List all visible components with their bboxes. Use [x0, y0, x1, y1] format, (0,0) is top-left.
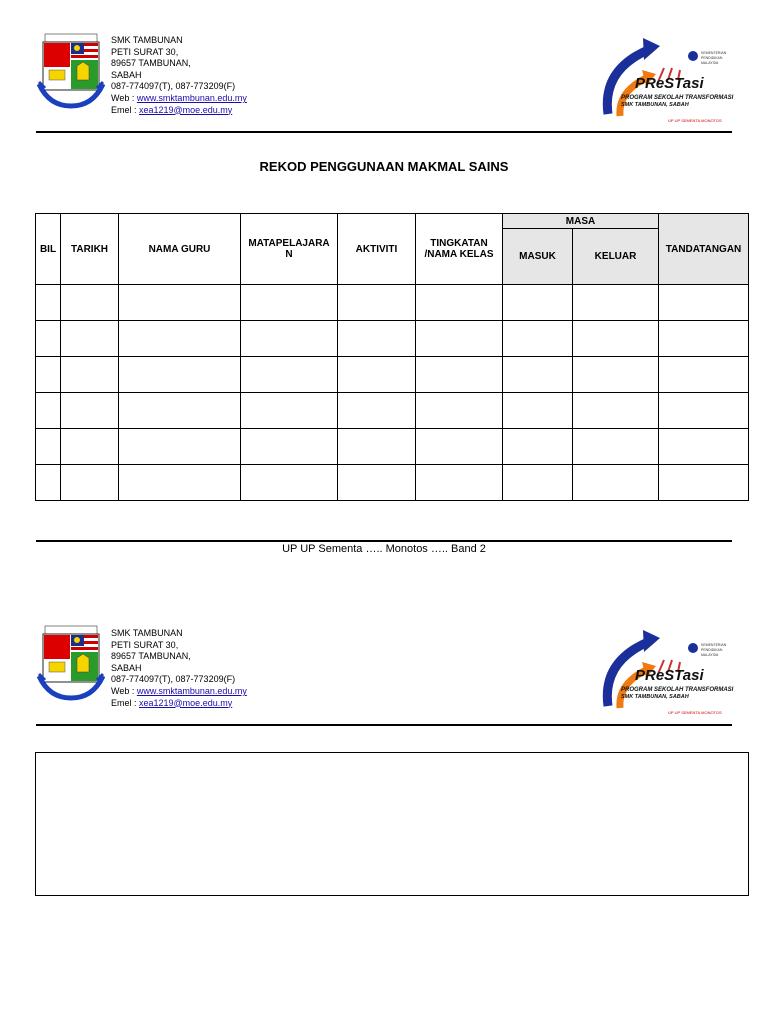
prestasi-logo-icon	[598, 30, 738, 130]
table-cell[interactable]	[573, 429, 659, 465]
table-cell[interactable]	[573, 321, 659, 357]
table-cell[interactable]	[416, 321, 503, 357]
table-cell[interactable]	[241, 321, 338, 357]
table-cell[interactable]	[503, 321, 573, 357]
table-cell[interactable]	[241, 393, 338, 429]
school-name: SMK TAMBUNAN	[111, 35, 183, 45]
school-name: SMK TAMBUNAN	[111, 628, 183, 638]
school-address-block	[111, 628, 331, 709]
table-row	[36, 393, 749, 429]
table-cell[interactable]	[36, 465, 61, 501]
email-label: Emel :	[111, 104, 140, 115]
table-cell[interactable]	[503, 429, 573, 465]
table-cell[interactable]	[338, 393, 416, 429]
table-cell[interactable]	[659, 285, 749, 321]
col-header-masuk: MASUK	[503, 229, 573, 285]
web-label: Web :	[111, 685, 137, 696]
web-link[interactable]: www.smktambunan.edu.my	[136, 92, 247, 103]
table-cell[interactable]	[416, 285, 503, 321]
table-cell[interactable]	[119, 429, 241, 465]
table-cell[interactable]	[61, 285, 119, 321]
school-crest-icon	[37, 32, 105, 110]
web-line	[111, 686, 331, 698]
address-line: PETI SURAT 30,	[111, 46, 179, 57]
table-row	[36, 465, 749, 501]
table-cell[interactable]	[61, 465, 119, 501]
web-label: Web :	[111, 92, 137, 103]
table-cell[interactable]	[573, 357, 659, 393]
table-cell[interactable]	[416, 393, 503, 429]
kpm-text-line: KEMENTERIAN	[701, 643, 727, 647]
table-cell[interactable]	[36, 357, 61, 393]
school-address-block	[111, 35, 331, 116]
phone-text: 087-774097(T), 087-773209(F)	[111, 81, 236, 92]
prestasi-program-line1: PROGRAM SEKOLAH TRANSFORMASI	[621, 95, 734, 101]
kpm-text-line: MALAYSIA	[701, 653, 719, 657]
kpm-text-line: PENDIDIKAN	[701, 56, 723, 60]
address-line: 89657 TAMBUNAN,	[111, 651, 191, 662]
address-line: PETI SURAT 30,	[111, 639, 179, 650]
table-cell[interactable]	[416, 465, 503, 501]
table-cell[interactable]	[503, 285, 573, 321]
table-cell[interactable]	[416, 357, 503, 393]
web-link[interactable]: www.smktambunan.edu.my	[136, 685, 247, 696]
prestasi-motto: UP UP SEMENTA MONOTOS	[668, 710, 722, 715]
email-link[interactable]: xea1219@moe.edu.my	[139, 104, 233, 115]
address-line: SABAH	[111, 69, 142, 80]
address-line: 89657 TAMBUNAN,	[111, 58, 191, 69]
col-header-matapelajaran: MATAPELAJARA N	[241, 214, 338, 285]
col-header-tarikh: TARIKH	[61, 214, 119, 285]
table-cell[interactable]	[61, 393, 119, 429]
table-cell[interactable]	[338, 285, 416, 321]
email-line	[111, 105, 331, 117]
table-row	[36, 357, 749, 393]
table-cell[interactable]	[659, 429, 749, 465]
table-cell[interactable]	[241, 285, 338, 321]
email-label: Emel :	[111, 697, 140, 708]
table-cell[interactable]	[241, 357, 338, 393]
table-cell[interactable]	[241, 429, 338, 465]
col-header-tandatangan: TANDATANGAN	[659, 214, 749, 285]
table-cell[interactable]	[338, 321, 416, 357]
table-body	[36, 285, 749, 501]
table-cell[interactable]	[573, 393, 659, 429]
table-cell[interactable]	[36, 321, 61, 357]
header-divider	[36, 131, 732, 133]
school-crest	[37, 624, 105, 702]
col-header-nama-guru: NAMA GURU	[119, 214, 241, 285]
table-cell[interactable]	[119, 357, 241, 393]
email-line	[111, 698, 331, 710]
prestasi-logo	[598, 622, 738, 715]
col-header-keluar: KELUAR	[573, 229, 659, 285]
col-header-masa: MASA	[503, 214, 659, 229]
school-crest	[37, 32, 105, 110]
table-cell[interactable]	[119, 321, 241, 357]
table-cell[interactable]	[119, 465, 241, 501]
kpm-text-line: KEMENTERIAN	[701, 51, 727, 55]
address-line: SABAH	[111, 662, 142, 673]
table-cell[interactable]	[61, 321, 119, 357]
table-cell[interactable]	[659, 393, 749, 429]
col-header-aktiviti: AKTIVITI	[338, 214, 416, 285]
kpm-text-line: MALAYSIA	[701, 61, 719, 65]
footer-divider	[36, 540, 732, 542]
table-cell[interactable]	[36, 285, 61, 321]
content-box[interactable]	[35, 752, 749, 896]
table-cell[interactable]	[36, 429, 61, 465]
table-cell[interactable]	[573, 465, 659, 501]
table-cell[interactable]	[338, 429, 416, 465]
table-row	[36, 321, 749, 357]
table-cell[interactable]	[659, 321, 749, 357]
web-line	[111, 93, 331, 105]
lab-usage-table	[35, 213, 749, 501]
table-cell[interactable]	[119, 393, 241, 429]
col-header-tingkatan: TINGKATAN /NAMA KELAS	[416, 214, 503, 285]
kpm-text-line: PENDIDIKAN	[701, 648, 723, 652]
footer-motto: UP UP Sementa ….. Monotos ….. Band 2	[282, 543, 486, 555]
prestasi-program-line2: SMK TAMBUNAN, SABAH	[621, 102, 689, 108]
table-cell[interactable]	[503, 393, 573, 429]
prestasi-logo	[598, 30, 738, 123]
table-cell[interactable]	[338, 357, 416, 393]
table-cell[interactable]	[36, 393, 61, 429]
table-cell[interactable]	[503, 465, 573, 501]
prestasi-motto: UP UP SEMENTA MONOTOS	[668, 118, 722, 123]
table-cell[interactable]	[119, 285, 241, 321]
col-header-bil: BIL	[36, 214, 61, 285]
table-cell[interactable]	[659, 465, 749, 501]
prestasi-wordmark: PReSTasi	[635, 667, 704, 684]
table-cell[interactable]	[241, 465, 338, 501]
table-cell[interactable]	[573, 285, 659, 321]
school-crest-icon	[37, 624, 105, 702]
table-cell[interactable]	[61, 357, 119, 393]
table-cell[interactable]	[61, 429, 119, 465]
prestasi-program-line1: PROGRAM SEKOLAH TRANSFORMASI	[621, 687, 734, 693]
header-divider	[36, 724, 732, 726]
document-title: REKOD PENGGUNAAN MAKMAL SAINS	[259, 159, 509, 174]
table-row	[36, 285, 749, 321]
table-cell[interactable]	[659, 357, 749, 393]
table-cell[interactable]	[503, 357, 573, 393]
prestasi-wordmark: PReSTasi	[635, 75, 704, 92]
prestasi-program-line2: SMK TAMBUNAN, SABAH	[621, 694, 689, 700]
email-link[interactable]: xea1219@moe.edu.my	[139, 697, 233, 708]
table-cell[interactable]	[416, 429, 503, 465]
table-cell[interactable]	[338, 465, 416, 501]
phone-text: 087-774097(T), 087-773209(F)	[111, 674, 236, 685]
prestasi-logo-icon	[598, 622, 738, 722]
table-row	[36, 429, 749, 465]
